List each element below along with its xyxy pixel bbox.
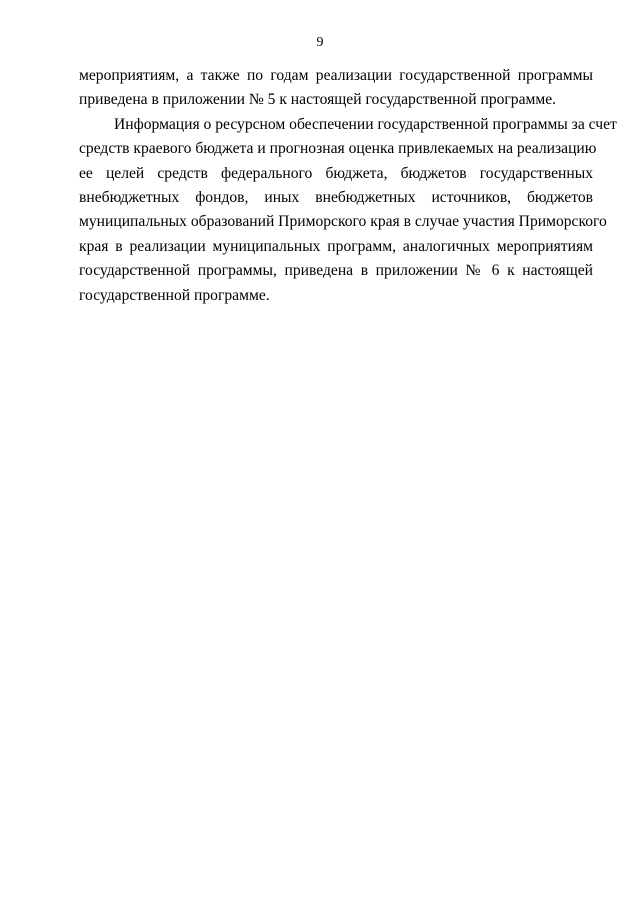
- text-line: края в реализации муниципальных программ, аналогичных мероприятиям: [79, 237, 593, 255]
- text-line: приведена в приложении № 5 к настоящей государственной программе.: [79, 91, 557, 109]
- paragraph-1: [79, 64, 593, 113]
- text-line: мероприятиям, а также по годам реализации государственной программы: [79, 67, 593, 84]
- text-line: ее целей средств федерального бюджета, бюджетов государственных: [79, 164, 593, 182]
- text-line: государственной программы, приведена в приложении № 6 к настоящей: [79, 262, 593, 280]
- page-number: 9: [316, 35, 324, 50]
- text-line: средств краевого бюджета и прогнозная оценка привлекаемых на реализацию: [79, 140, 597, 158]
- text-line: государственной программе.: [79, 286, 270, 304]
- paragraph-2: [79, 113, 617, 308]
- text-line: муниципальных образований Приморского края в случае участия Приморского: [79, 213, 607, 231]
- document-body: [79, 64, 617, 308]
- text-line: внебюджетных фондов, иных внебюджетных источников, бюджетов: [79, 188, 593, 206]
- text-line: Информация о ресурсном обеспечении государственной программы за счет: [114, 115, 617, 133]
